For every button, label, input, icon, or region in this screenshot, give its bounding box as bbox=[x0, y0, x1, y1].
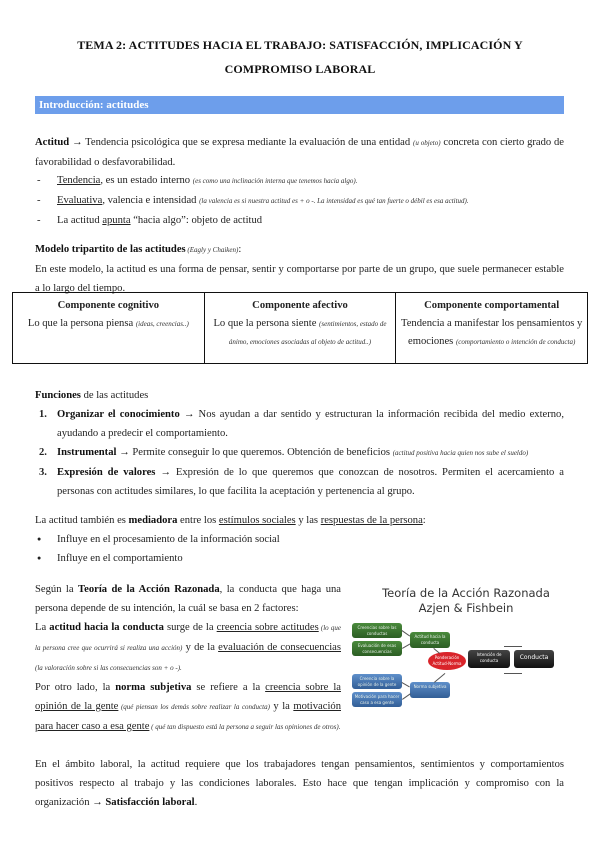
text: surge de la bbox=[163, 622, 217, 633]
definition-text: Tendencia psicológica que se expresa mediante la evaluación de una entidad bbox=[85, 137, 413, 148]
underlined-term: estímulos sociales bbox=[218, 515, 296, 526]
modelo-tripartito bbox=[35, 240, 564, 298]
component-title: Componente comportamental bbox=[424, 300, 560, 311]
item-text: “hacia algo”: objeto de actitud bbox=[130, 215, 263, 226]
underlined-term: respuestas de la persona bbox=[320, 515, 423, 526]
funciones-heading: Funciones bbox=[35, 390, 81, 401]
modelo-text: En este modelo, la actitud es una forma de pensar, sentir y comportarse por parte de un grupo, que suele permanecer estable a lo largo del tiempo. bbox=[35, 264, 564, 294]
actitud-term: Actitud bbox=[35, 137, 70, 148]
item-note: (la valencia es si nuestra actitud es + o -. La intensidad es qué tan fuerte o débil es esa actitud). bbox=[199, 197, 469, 205]
component-text: Tendencia a manifestar los pensamientos y emociones bbox=[400, 318, 583, 347]
key-term: Tendencia bbox=[57, 175, 101, 186]
list-item bbox=[35, 191, 564, 211]
component-note: (sentimientos, estado de ánimo, emociones asociadas al objeto de actitud..) bbox=[228, 320, 387, 346]
item-title: Organizar el conocimiento bbox=[57, 409, 180, 420]
list-item bbox=[35, 211, 564, 230]
section-header-introduccion: Introducción: actitudes bbox=[35, 96, 564, 114]
box-creencias-conductas: Creencias sobre las conductas bbox=[352, 623, 402, 638]
document-title bbox=[0, 33, 600, 81]
text: . bbox=[194, 797, 198, 808]
item-number: 2. bbox=[39, 447, 47, 458]
bold-term: norma subjetiva bbox=[115, 682, 192, 693]
key-term: Evaluativa bbox=[57, 195, 103, 206]
arrow: → bbox=[89, 797, 106, 808]
text: : bbox=[422, 515, 426, 526]
item-text: , valencia e intensidad bbox=[102, 195, 200, 206]
oval-ponderacion: Ponderación Actitud-Norma bbox=[428, 652, 466, 670]
definition-note: (u objeto) bbox=[412, 139, 441, 147]
box-evaluacion-consecuencias: Evaluación de esas consecuencias bbox=[352, 641, 402, 656]
text: y la bbox=[269, 701, 294, 712]
key-term: apunta bbox=[102, 215, 131, 226]
component-note: (ideas, creencias..) bbox=[135, 320, 189, 328]
bold-term: Satisfacción laboral bbox=[105, 797, 195, 808]
component-text: Lo que la persona siente bbox=[213, 318, 320, 329]
component-title: Componente afectivo bbox=[252, 300, 348, 311]
actitud-definition bbox=[35, 133, 564, 172]
bullet-item: ● Influye en el comportamiento bbox=[35, 549, 564, 568]
text: se refiere a la bbox=[191, 682, 266, 693]
components-table bbox=[12, 292, 588, 364]
item-title: Expresión de valores bbox=[57, 467, 156, 478]
note: (la valoración sobre si las consecuencias son + o -). bbox=[35, 664, 182, 672]
text: y de la bbox=[182, 642, 219, 653]
connector bbox=[402, 644, 410, 649]
item-note: (es como una inclinación interna que tenemos hacia algo). bbox=[192, 177, 358, 185]
connector bbox=[504, 673, 522, 674]
text: Por otro lado, la bbox=[35, 682, 116, 693]
conclusion-text: En el ámbito laboral, la actitud requiere que los trabajadores tengan pensamientos, sentimientos y comportamientos positivos respecto al trabajo y las condiciones laborales. Esto hace que tengan implicación y compromiso con la organización bbox=[35, 759, 564, 808]
item-text: , es un estado interno bbox=[100, 175, 193, 186]
funcion-item bbox=[35, 443, 564, 463]
funciones-section bbox=[35, 386, 564, 501]
note: ( qué tan dispuesto está la persona a seguir las opiniones de otros). bbox=[149, 723, 341, 731]
box-creencia-opinion: Creencia sobre la opinión de la gente bbox=[352, 674, 402, 689]
text: y las bbox=[295, 515, 321, 526]
item-text: → Permite conseguir lo que queremos. Obtención de beneficios bbox=[116, 447, 393, 458]
underlined-term: motivación para hacer caso a esa gente bbox=[35, 701, 341, 732]
box-intencion: Intención de conducta bbox=[468, 650, 510, 668]
title-line-2: COMPROMISO LABORAL bbox=[224, 62, 376, 76]
diagram-title-line-1: Teoría de la Acción Razonada bbox=[382, 586, 550, 600]
underlined-term: creencia sobre la opinión de la gente bbox=[35, 682, 341, 712]
component-comportamental bbox=[396, 293, 588, 364]
underlined-term: creencia sobre actitudes bbox=[216, 622, 319, 633]
arrow: → bbox=[69, 137, 86, 148]
list-item bbox=[35, 171, 564, 191]
item-text: → Nos ayudan a dar sentido y estructuran la información recibida del medio externo, ayudando a predecir el comportamiento. bbox=[57, 409, 564, 439]
bold-term: actitud hacia la conducta bbox=[49, 622, 164, 633]
text: La actitud también es bbox=[35, 515, 129, 526]
item-note: (actitud positiva hacia quien nos sube el sueldo) bbox=[392, 449, 529, 457]
heading-rest: de las actitudes bbox=[80, 390, 149, 401]
note: (lo que la persona cree que ocurrirá si realiza una acción) bbox=[35, 624, 341, 652]
note: (qué piensan los demás sobre realizar la conducta) bbox=[118, 703, 270, 711]
funcion-item bbox=[35, 463, 564, 501]
box-actitud-conducta: Actitud hacia la conducta bbox=[410, 632, 450, 648]
text: La bbox=[35, 622, 50, 633]
colon: : bbox=[238, 244, 242, 255]
diagram-title bbox=[350, 586, 582, 616]
component-note: (comportamiento o intención de conducta) bbox=[455, 338, 576, 346]
connector bbox=[401, 630, 410, 637]
component-afectivo bbox=[204, 293, 396, 364]
underlined-term: evaluación de consecuencias bbox=[218, 642, 341, 653]
funcion-item bbox=[35, 405, 564, 443]
mediadora-section bbox=[35, 511, 564, 568]
text: Según la bbox=[35, 584, 79, 595]
box-motivacion: Motivación para hacer caso a esa gente bbox=[352, 692, 402, 707]
connector bbox=[504, 646, 522, 647]
title-line-1: TEMA 2: ACTITUDES HACIA EL TRABAJO: SATISFACCIÓN, IMPLICACIÓN Y bbox=[77, 38, 523, 52]
modelo-authors: (Eagly y Chaiken) bbox=[185, 246, 239, 254]
component-cognitivo bbox=[13, 293, 205, 364]
text: , la conducta que haga una persona depende de su intención, la cuál se basa en 2 factores: bbox=[35, 584, 341, 614]
item-number: 3. bbox=[39, 467, 47, 478]
bullet-item: ● Influye en el procesamiento de la información social bbox=[35, 530, 564, 549]
tar-section bbox=[35, 580, 341, 737]
box-norma-subjetiva: Norma subjetiva bbox=[410, 682, 450, 698]
tar-diagram bbox=[350, 586, 582, 726]
component-text: Lo que la persona piensa bbox=[27, 318, 136, 329]
component-title: Componente cognitivo bbox=[57, 300, 160, 311]
box-conducta: Conducta bbox=[514, 650, 554, 668]
conclusion-paragraph bbox=[35, 755, 564, 812]
item-pre: La actitud bbox=[57, 215, 103, 226]
definition-text-end: concreta con cierto grado de favorabilidad o desfavorabilidad. bbox=[35, 137, 565, 168]
bold-term: Teoría de la Acción Razonada bbox=[78, 584, 220, 595]
item-text: → Expresión de lo que queremos que conozcan de nosotros. Permiten el acercamiento a personas con actitudes similares, lo que facilita la aceptación y pertenencia al grupo. bbox=[57, 467, 564, 497]
diagram-title-line-2: Azjen & Fishbein bbox=[418, 601, 514, 615]
text: entre los bbox=[177, 515, 219, 526]
actitud-properties bbox=[35, 171, 564, 230]
connector bbox=[402, 682, 410, 687]
bold-term: mediadora bbox=[128, 515, 178, 526]
modelo-heading: Modelo tripartito de las actitudes bbox=[35, 244, 186, 255]
item-number: 1. bbox=[39, 409, 47, 420]
item-title: Instrumental bbox=[57, 447, 117, 458]
